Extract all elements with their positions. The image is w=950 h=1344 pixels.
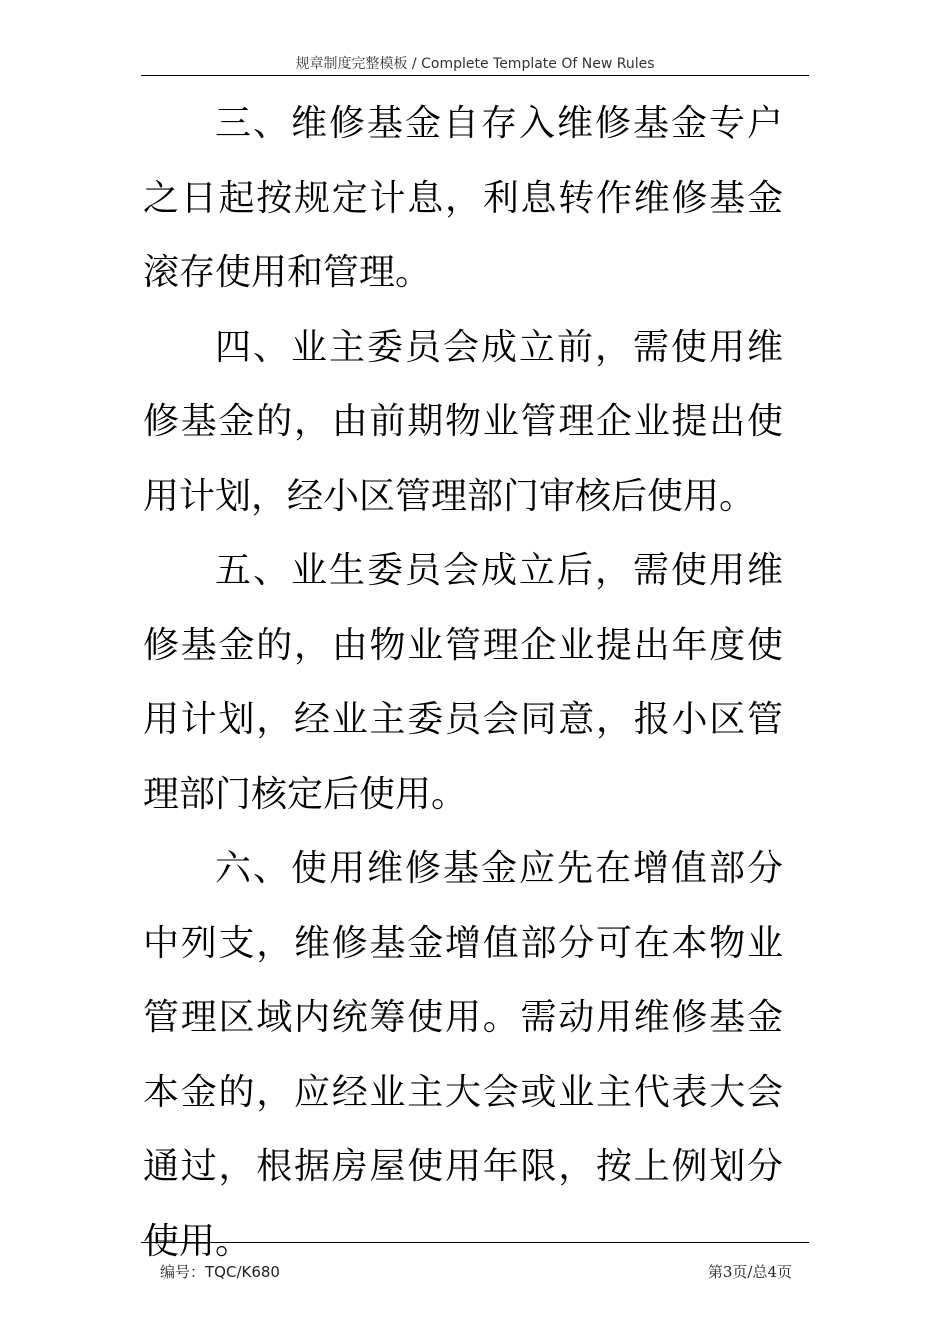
page-header: 规章制度完整模板 / Complete Template Of New Rules: [295, 56, 655, 72]
paragraph-3: 三、维修基金自存入维修基金专户之日起按规定计息，利息转作维修基金滚存使用和管理。: [143, 103, 783, 293]
paragraph-4: 四、业主委员会成立前，需使用维修基金的，由前期物业管理企业提出使用计划，经小区管理部门审核后使用。: [143, 326, 783, 517]
paragraph-6: 六、使用维修基金应先在增值部分中列支，维修基金增值部分可在本物业管理区域内统筹使用。需动用维修基金本金的，应经业主大会或业主代表大会通过，根据房屋使用年限，按上例划分使用。: [143, 848, 783, 1262]
document-body: [143, 87, 783, 1279]
paragraph-5: 五、业生委员会成立后，需使用维修基金的，由物业管理企业提出年度使用计划，经业主委员会同意，报小区管理部门核定后使用。: [143, 550, 783, 815]
footer-divider: [141, 1242, 809, 1243]
page-number: 第3页/总4页: [707, 1263, 792, 1281]
header-divider: [141, 75, 809, 76]
document-code: 编号：TQC/K680: [160, 1263, 280, 1281]
